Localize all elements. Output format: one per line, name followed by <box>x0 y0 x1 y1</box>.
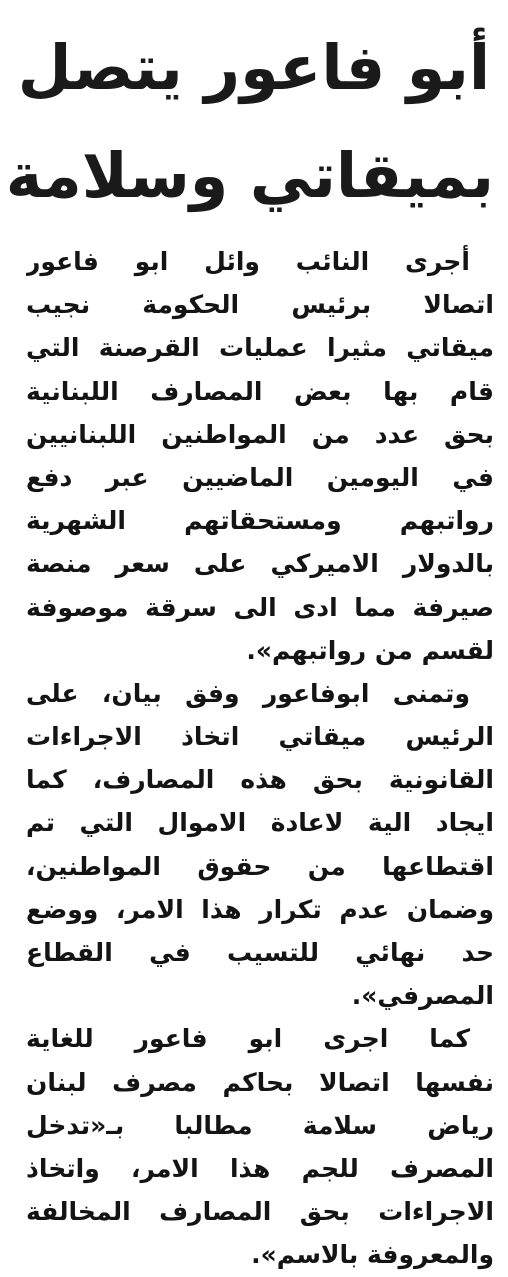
article-line: اتصالا برئيس الحكومة نجيب <box>26 290 494 320</box>
article-line: المصرفي». <box>351 981 494 1011</box>
article-line: كما اجرى ابو فاعور للغاية <box>26 1024 470 1054</box>
article-line: ايجاد الية لاعادة الاموال التي تم <box>26 808 494 838</box>
article-line: حد نهائي للتسيب في القطاع <box>26 938 494 967</box>
article-line: وضمان عدم تكرار هذا الامر، ووضع <box>26 894 494 924</box>
article-line: ميقاتي مثيرا عمليات القرصنة التي <box>26 333 494 363</box>
article-line: في اليومين الماضيين عبر دفع <box>26 462 494 492</box>
article-line: اقتطاعها من حقوق المواطنين، <box>26 851 494 881</box>
article-line: قام بها بعض المصارف اللبنانية <box>26 376 494 406</box>
headline-line-2: بميقاتي وسلامة <box>5 139 494 212</box>
article-line: رياض سلامة مطالبا بـ«تدخل <box>26 1110 494 1140</box>
article-line: بحق عدد من المواطنين اللبنانيين <box>26 419 494 449</box>
article-line: رواتبهم ومستحقاتهم الشهرية <box>26 506 494 536</box>
headline-line-1: أبو فاعور يتصل <box>17 31 491 104</box>
article-line: نفسها اتصالا بحاكم مصرف لبنان <box>26 1067 494 1097</box>
article-line: القانونية بحق هذه المصارف، كما <box>26 765 494 795</box>
article-line: المصرف للجم هذا الامر، واتخاذ <box>26 1153 494 1183</box>
article-line: الرئيس ميقاتي اتخاذ الاجراءات <box>26 722 494 752</box>
article-line: والمعروفة بالاسم». <box>251 1240 494 1270</box>
article-body <box>26 240 494 1277</box>
article-line: أجرى النائب وائل ابو فاعور <box>26 247 470 276</box>
article-line: بالدولار الاميركي على سعر منصة <box>26 549 494 579</box>
article-line: صيرفة مما ادى الى سرقة موصوفة <box>26 592 494 622</box>
article-line: الاجراءات بحق المصارف المخالفة <box>26 1197 494 1227</box>
article-line: لقسم من رواتبهم». <box>246 635 494 665</box>
article-line: وتمنى ابوفاعور وفق بيان، على <box>26 678 470 708</box>
